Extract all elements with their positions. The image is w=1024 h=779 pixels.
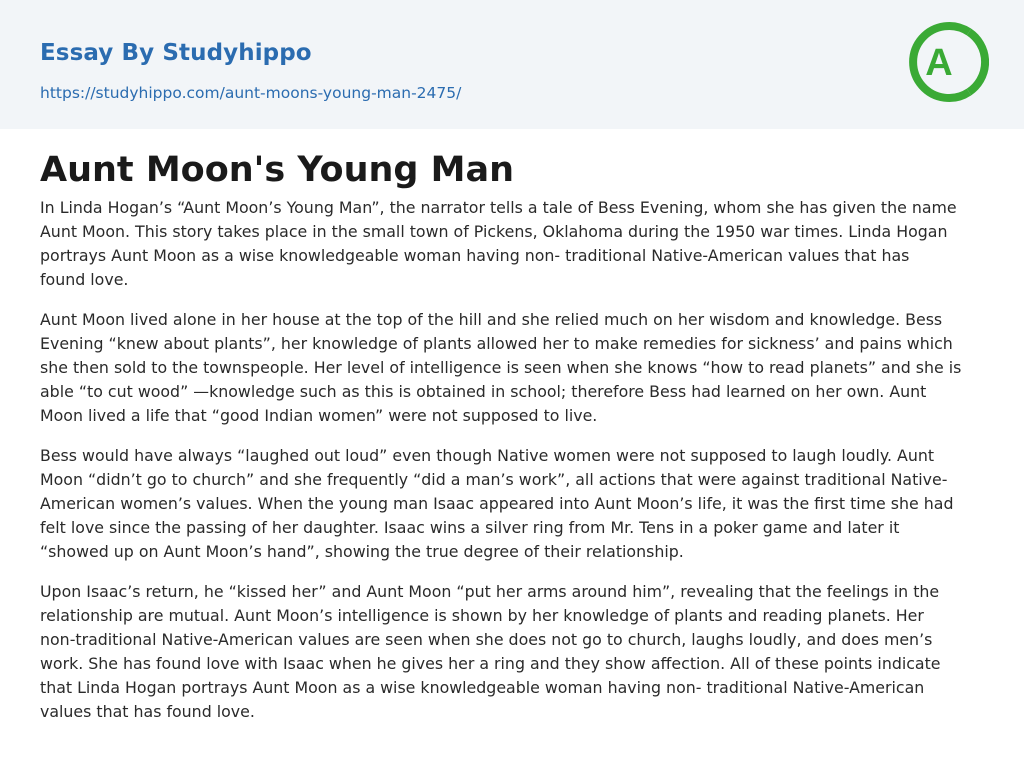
studyhippo-logo-icon[interactable] bbox=[907, 17, 989, 107]
essay-paragraph-3: Bess would have always “laughed out loud” even though Native women were not supposed to laugh loudly. Aunt Moon “didn’t go to church” and she frequently “did a man’s work”, all actions that were against traditional Native- American women’s values. When the young man Isaac appeared into Aunt Moon’s life, it was the first time she had felt love since the passing of her daughter. Isaac wins a silver ring from Mr. Tens in a poker game and later it “showed up on Aunt Moon’s hand”, showing the true degree of their relationship. bbox=[40, 446, 954, 561]
essay-main bbox=[0, 129, 1024, 724]
essay-paragraph-4: Upon Isaac’s return, he “kissed her” and Aunt Moon “put her arms around him”, revealing that the feelings in the relationship are mutual. Aunt Moon’s intelligence is shown by her knowledge of plants and reading planets. Her non-traditional Native-American values are seen when she does not go to church, laughs loudly, and does men’s work. She has found love with Isaac when he gives her a ring and they show affection. All of these points indicate that Linda Hogan portrays Aunt Moon as a wise knowledgeable woman having non- traditional Native-American values that has found love. bbox=[40, 582, 941, 721]
essay-content bbox=[40, 196, 984, 724]
essay-url-link[interactable]: https://studyhippo.com/aunt-moons-young-man-2475/ bbox=[40, 84, 462, 102]
essay-paragraph-2: Aunt Moon lived alone in her house at the top of the hill and she relied much on her wisdom and knowledge. Bess Evening “knew about plants”, her knowledge of plants allowed her to make remedies for sickness’ and pains which she then sold to the townspeople. Her level of intelligence is seen when she knows “how to read planets” and she is able “to cut wood” —knowledge such as this is obtained in school; therefore Bess had learned on her own. Aunt Moon lived a life that “good Indian women” were not supposed to live. bbox=[40, 310, 962, 425]
logo-letter: A bbox=[925, 42, 953, 84]
page-header bbox=[0, 0, 1024, 129]
essay-paragraph-1: In Linda Hogan’s “Aunt Moon’s Young Man”, the narrator tells a tale of Bess Evening, whom she has given the name Aunt Moon. This story takes place in the small town of Pickens, Oklahoma during the 1950 war times. Linda Hogan portrays Aunt Moon as a wise knowledgeable woman having non- traditional Native-American values that has found love. bbox=[40, 198, 957, 289]
essay-title: Aunt Moon's Young Man bbox=[40, 150, 515, 190]
site-brand: Essay By Studyhippo bbox=[40, 40, 312, 66]
